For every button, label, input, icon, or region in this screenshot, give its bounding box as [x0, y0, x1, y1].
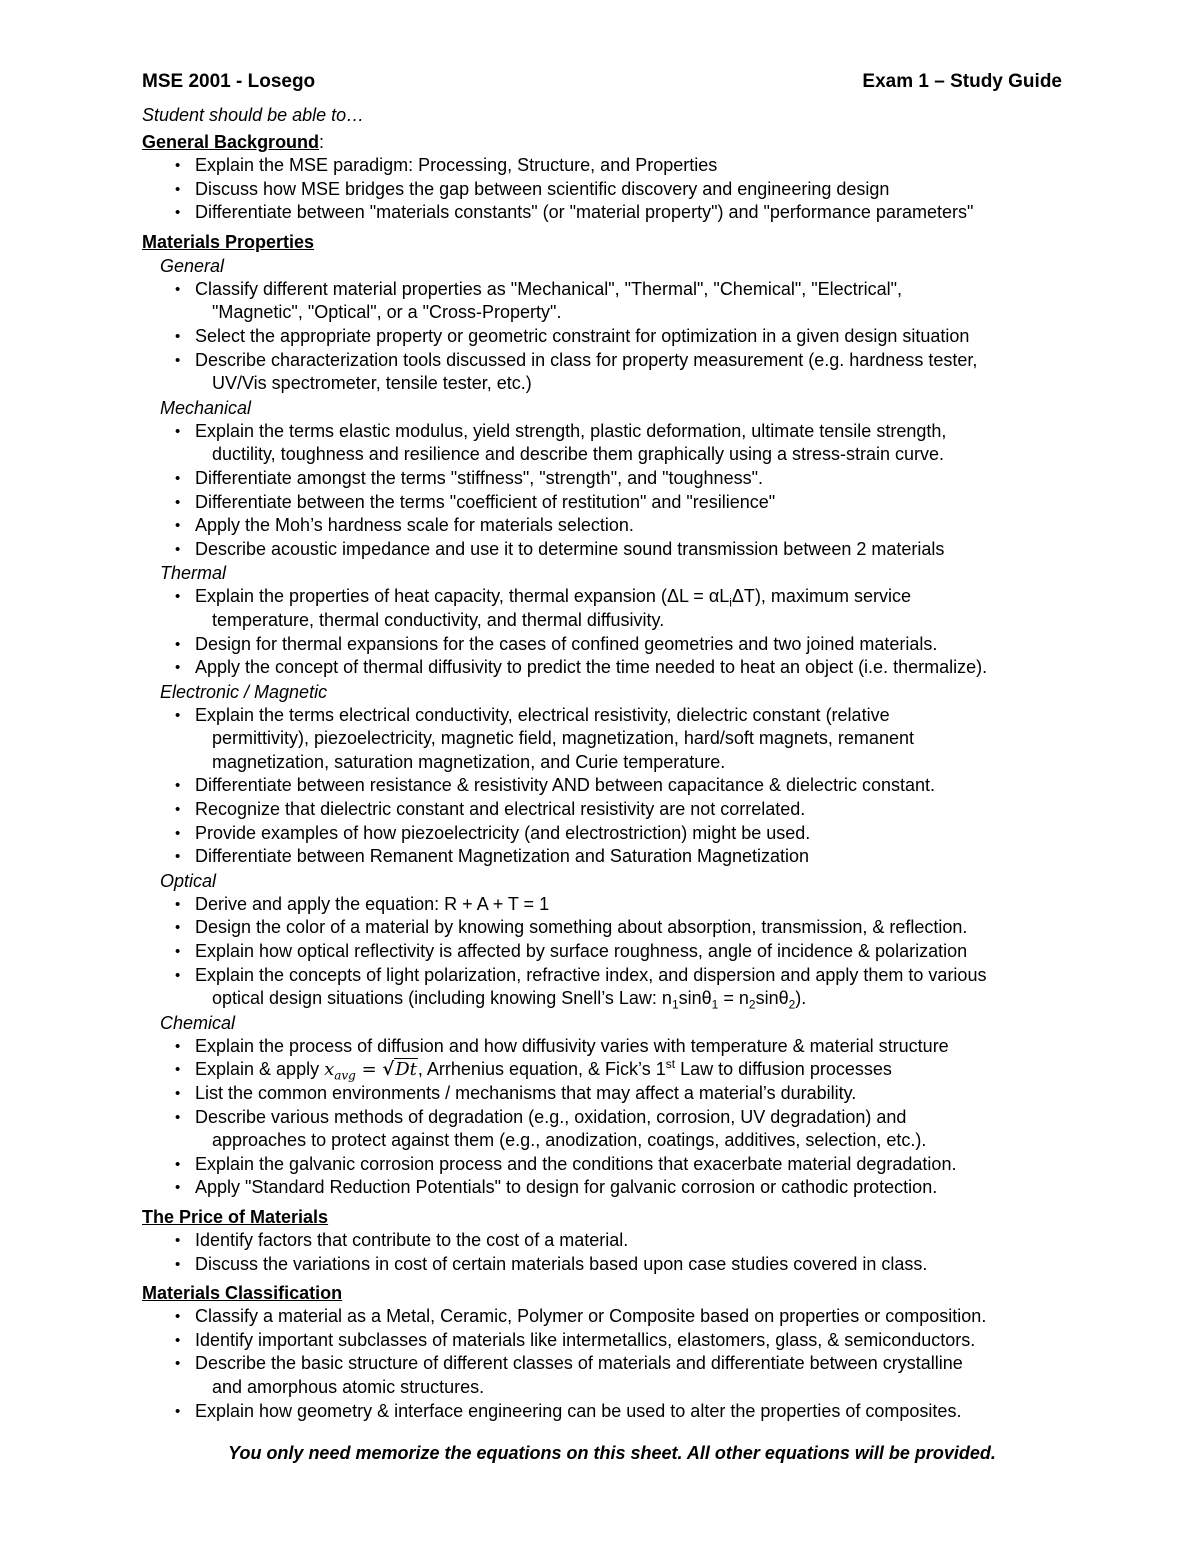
bullet-icon: • [175, 588, 181, 606]
subhead-electronic-magnetic: Electronic / Magnetic [160, 681, 328, 702]
list-item [142, 1253, 1062, 1277]
bullet-icon: • [175, 517, 181, 535]
item-text: Identify factors that contribute to the cost of a material. [195, 1229, 629, 1250]
list-item [142, 538, 1062, 562]
item-text: Describe acoustic impedance and use it to determine sound transmission between 2 materials [195, 538, 945, 559]
bullet-icon: • [175, 1061, 181, 1079]
mechanical-list [142, 420, 1062, 562]
thermal-list [142, 585, 1062, 679]
item-text: Classify a material as a Metal, Ceramic, Polymer or Composite based on properties or composition. [195, 1306, 987, 1327]
list-item [142, 1035, 1062, 1059]
item-text: Identify important subclasses of materials like intermetallics, elastomers, glass, & semiconductors. [195, 1329, 976, 1350]
list-item [142, 964, 1062, 1011]
list-item [142, 656, 1062, 680]
item-text-cont: "Magnetic", "Optical", or a "Cross-Property". [212, 302, 562, 323]
item-text: Apply the Moh’s hardness scale for materials selection. [195, 515, 634, 536]
section-materials-properties: Materials Properties [142, 231, 315, 252]
list-item [142, 1176, 1062, 1200]
bullet-icon: • [175, 848, 181, 866]
bullet-icon: • [175, 943, 181, 961]
item-text: Explain the properties of heat capacity, thermal expansion ( [195, 586, 667, 607]
item-text: Design for thermal expansions for the cases of confined geometries and two joined materials. [195, 633, 938, 654]
list-item [142, 1305, 1062, 1329]
study-guide-page [142, 70, 1062, 1465]
electronic-list [142, 704, 1062, 869]
section-price-of-materials: The Price of Materials [142, 1206, 329, 1227]
item-text: Recognize that dielectric constant and electrical resistivity are not correlated. [195, 799, 806, 820]
diffusion-equation-x: x [324, 1059, 335, 1081]
item-text: Design the color of a material by knowing something about absorption, transmission, & reflection. [195, 917, 968, 938]
bullet-icon: • [175, 280, 181, 298]
list-item [142, 585, 1062, 632]
section-title: General Background [142, 132, 320, 152]
item-text: Apply the concept of thermal diffusivity to predict the time needed to heat an object (i.e. thermalize). [195, 657, 988, 678]
item-text: sinθ [755, 988, 789, 1009]
bullet-icon: • [175, 180, 181, 198]
item-text: ). [795, 988, 807, 1009]
bullet-icon: • [175, 801, 181, 819]
item-text: Explain the terms elastic modulus, yield strength, plastic deformation, ultimate tensile strength, [195, 420, 947, 441]
list-item [142, 491, 1062, 515]
item-text: Explain how optical reflectivity is affected by surface roughness, angle of incidence & polarization [195, 941, 968, 962]
bullet-icon: • [175, 1108, 181, 1126]
superscript: st [665, 1057, 676, 1072]
bullet-icon: • [175, 824, 181, 842]
bullet-icon: • [175, 157, 181, 174]
bullet-icon: • [175, 469, 181, 487]
item-text: Classify different material properties as "Mechanical", "Thermal", "Chemical", "Electrical", [195, 278, 903, 299]
bullet-icon: • [175, 204, 181, 222]
bullet-icon: • [175, 1331, 181, 1349]
subhead-chemical: Chemical [160, 1012, 236, 1033]
item-text: Describe characterization tools discussed in class for property measurement (e.g. hardness tester, [195, 349, 978, 370]
intro-text: Student should be able to… [142, 105, 365, 125]
subhead-optical: Optical [160, 870, 217, 891]
bullet-icon: • [175, 966, 181, 984]
list-item [142, 201, 1062, 225]
list-item [142, 774, 1062, 798]
course-title: MSE 2001 - Losego [142, 71, 316, 92]
item-text-cont: UV/Vis spectrometer, tensile tester, etc.) [212, 373, 532, 394]
list-item [142, 1082, 1062, 1106]
document-title: Exam 1 – Study Guide [862, 71, 1062, 92]
bullet-icon: • [175, 919, 181, 937]
item-text: List the common environments / mechanisms that may affect a material’s durability. [195, 1083, 857, 1103]
item-text-cont: permittivity), piezoelectricity, magnetic field, magnetization, hard/soft magnets, remanent [212, 728, 914, 749]
item-text: Explain the concepts of light polarization, refractive index, and dispersion and apply them to various [195, 964, 987, 985]
bullet-icon: • [175, 1179, 181, 1197]
item-text: Law to diffusion processes [675, 1059, 892, 1080]
general-background-list [142, 154, 1062, 225]
list-item [142, 893, 1062, 917]
bullet-icon: • [175, 1231, 181, 1249]
price-list [142, 1229, 1062, 1276]
list-item [142, 420, 1062, 467]
page-header [142, 70, 1062, 94]
list-item [142, 514, 1062, 538]
list-item [142, 704, 1062, 775]
bullet-icon: • [175, 1085, 181, 1102]
item-text: , Arrhenius equation, & Fick’s 1 [417, 1059, 666, 1080]
list-item [142, 633, 1062, 657]
item-text: Derive and apply the equation: R + A + T = 1 [195, 893, 550, 914]
bullet-icon: • [175, 1402, 181, 1420]
item-text: Differentiate between the terms "coefficient of restitution" and "resilience" [195, 491, 776, 512]
equation-subscript: i [729, 595, 732, 610]
equation-dt: Dt [395, 1059, 417, 1081]
equation-equals: = [355, 1059, 383, 1081]
list-item [142, 349, 1062, 396]
list-item [142, 1153, 1062, 1177]
list-item [142, 325, 1062, 349]
subscript: 2 [748, 997, 756, 1012]
list-item [142, 845, 1062, 869]
list-item [142, 1058, 1062, 1082]
item-text: = n [718, 988, 749, 1009]
bullet-icon: • [175, 895, 181, 913]
list-item [142, 1329, 1062, 1353]
item-text-cont: and amorphous atomic structures. [212, 1376, 485, 1397]
subhead-mechanical: Mechanical [160, 397, 252, 418]
chemical-list [142, 1035, 1062, 1200]
bullet-icon: • [175, 493, 181, 511]
bullet-icon: • [175, 777, 181, 795]
item-text: Explain the galvanic corrosion process and the conditions that exacerbate material degradation. [195, 1153, 957, 1174]
classification-list [142, 1305, 1062, 1423]
general-list [142, 278, 1062, 396]
section-general-background [142, 130, 1062, 154]
item-text: sinθ [678, 988, 712, 1009]
item-text-cont: approaches to protect against them (e.g., anodization, coatings, additives, selection, etc.). [212, 1130, 927, 1151]
item-text: Describe the basic structure of different classes of materials and differentiate between crystalline [195, 1353, 963, 1374]
bullet-icon: • [175, 706, 181, 724]
bullet-icon: • [175, 1355, 181, 1373]
bullet-icon: • [175, 327, 181, 345]
list-item [142, 278, 1062, 325]
bullet-icon: • [175, 540, 181, 558]
item-text: Discuss the variations in cost of certain materials based upon case studies covered in class. [195, 1253, 928, 1274]
subscript: 1 [671, 997, 679, 1012]
item-text: Describe various methods of degradation (e.g., oxidation, corrosion, UV degradation) and [195, 1106, 907, 1127]
bullet-icon: • [175, 659, 181, 677]
item-text: Explain the process of diffusion and how diffusivity varies with temperature & material structure [195, 1035, 949, 1056]
list-item [142, 1352, 1062, 1399]
item-text: Explain & apply [195, 1059, 325, 1080]
bullet-icon: • [175, 1155, 181, 1173]
bullet-icon: • [175, 635, 181, 653]
item-text: Apply "Standard Reduction Potentials" to design for galvanic corrosion or cathodic protection. [195, 1177, 938, 1198]
list-item [142, 822, 1062, 846]
item-text: Select the appropriate property or geometric constraint for optimization in a given design situation [195, 325, 970, 346]
item-text: Explain how geometry & interface engineering can be used to alter the properties of composites. [195, 1400, 962, 1421]
subscript: 1 [711, 997, 719, 1012]
section-materials-classification: Materials Classification [142, 1283, 343, 1304]
list-item [142, 1400, 1062, 1424]
list-item [142, 1106, 1062, 1153]
equation-delta-t: ΔT [731, 586, 755, 607]
item-text: Provide examples of how piezoelectricity (and electrostriction) might be used. [195, 822, 811, 843]
item-text: Differentiate between Remanent Magnetization and Saturation Magnetization [195, 846, 810, 867]
square-root-icon: √ [382, 1059, 395, 1081]
thermal-expansion-equation: ΔL = αL [666, 586, 730, 607]
title-colon: : [319, 132, 325, 152]
item-text: optical design situations (including knowing Snell’s Law: n [212, 988, 672, 1009]
list-item [142, 916, 1062, 940]
item-text: Differentiate amongst the terms "stiffness", "strength", and "toughness". [195, 467, 763, 488]
bullet-icon: • [175, 422, 181, 440]
item-text: Explain the terms electrical conductivity, electrical resistivity, dielectric constant (relative [195, 704, 890, 725]
bullet-icon: • [175, 1255, 181, 1273]
subhead-general: General [160, 255, 225, 276]
item-text: ), maximum service [754, 586, 911, 607]
bullet-icon: • [175, 351, 181, 369]
item-text-cont: ductility, toughness and resilience and describe them graphically using a stress-strain curve. [212, 444, 945, 465]
item-text: Explain the MSE paradigm: Processing, Structure, and Properties [195, 155, 718, 175]
item-text-cont: magnetization, saturation magnetization, and Curie temperature. [212, 751, 726, 772]
bullet-icon: • [175, 1037, 181, 1055]
item-text: Differentiate between resistance & resistivity AND between capacitance & dielectric constant. [195, 775, 936, 796]
item-text: Differentiate between "materials constants" (or "material property") and "performance parameters" [195, 202, 974, 223]
item-text: Discuss how MSE bridges the gap between scientific discovery and engineering design [195, 178, 890, 199]
list-item [142, 467, 1062, 491]
footer-note: You only need memorize the equations on this sheet. All other equations will be provided. [228, 1443, 996, 1464]
list-item [142, 1229, 1062, 1253]
snells-law-line [195, 987, 1062, 1011]
item-text-cont: temperature, thermal conductivity, and thermal diffusivity. [212, 609, 665, 630]
list-item [142, 940, 1062, 964]
subhead-thermal: Thermal [160, 563, 227, 584]
subscript: 2 [788, 997, 796, 1012]
equation-subscript: avg [334, 1069, 356, 1083]
optical-list [142, 893, 1062, 1011]
list-item [142, 178, 1062, 202]
list-item [142, 154, 1062, 178]
list-item [142, 798, 1062, 822]
bullet-icon: • [175, 1308, 181, 1326]
